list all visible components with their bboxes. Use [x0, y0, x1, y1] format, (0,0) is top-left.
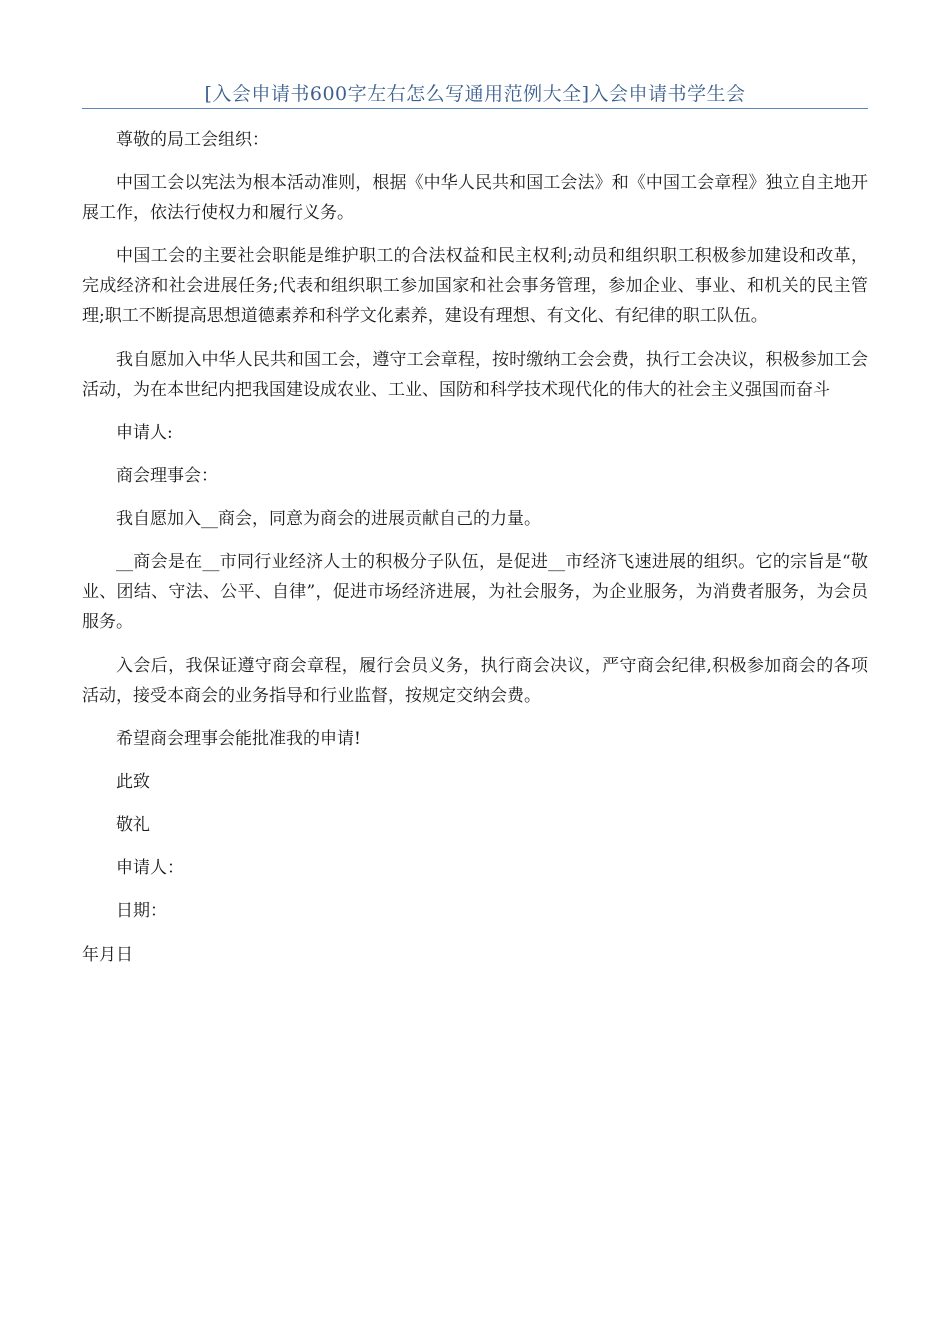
- applicant-label-1: 申请人:: [116, 422, 173, 443]
- document-header-title: [入会申请书600字左右怎么写通用范例大全]入会申请书学生会: [204, 83, 746, 105]
- paragraph-union-pledge: 我自愿加入中华人民共和国工会，遵守工会章程，按时缴纳工会会费，执行工会决议，积极参加工会活动，为在本世纪内把我国建设成农业、工业、国防和科学技术现代化的伟大的社会主义强国而奋斗: [82, 349, 868, 400]
- document-body: [82, 125, 868, 983]
- paragraph-request: 希望商会理事会能批准我的申请!: [116, 728, 361, 749]
- paragraph-chamber-purpose: __商会是在__市同行业经济人士的积极分子队伍，是促进__市经济飞速进展的组织。它的宗旨是“敬业、团结、守法、公平、自律”，促进市场经济进展，为社会服务，为企业服务，为消费者服务，为会员服务。: [82, 552, 868, 633]
- paragraph-union-principles: 中国工会以宪法为根本活动准则，根据《中华人民共和国工会法》和《中国工会章程》独立自主地开展工作，依法行使权力和履行义务。: [82, 173, 868, 224]
- paragraph-chamber-pledge: 入会后，我保证遵守商会章程，履行会员义务，执行商会决议，严守商会纪律,积极参加商会的各项活动，接受本商会的业务指导和行业监督，按规定交纳会费。: [82, 655, 868, 706]
- applicant-label-2: 申请人：: [116, 858, 184, 879]
- closing-jingli: 敬礼: [116, 815, 150, 836]
- paragraph-union-functions: 中国工会的主要社会职能是维护职工的合法权益和民主权利;动员和组织职工积极参加建设和改革，完成经济和社会进展任务;代表和组织职工参加国家和社会事务管理，参加企业、事业、和机关的民主管理;职工不断提高思想道德素养和科学文化素养，建设有理想、有文化、有纪律的职工队伍。: [82, 246, 868, 327]
- date-ymd: 年月日: [82, 944, 133, 965]
- closing-cizhi: 此致: [116, 771, 150, 792]
- salutation-chamber: 商会理事会：: [116, 465, 218, 486]
- date-label: 日期：: [116, 901, 167, 922]
- paragraph-chamber-join: 我自愿加入__商会，同意为商会的进展贡献自己的力量。: [116, 509, 541, 530]
- header-divider: [82, 108, 868, 109]
- salutation: 尊敬的局工会组织：: [116, 130, 269, 150]
